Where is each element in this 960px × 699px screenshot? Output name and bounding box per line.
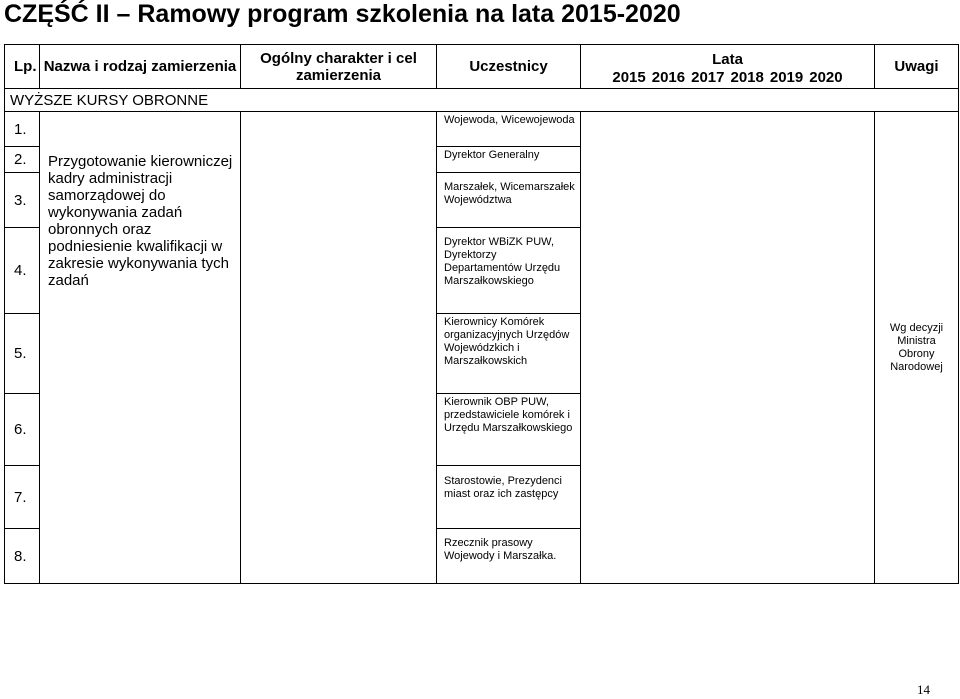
charakter-cell: [241, 112, 437, 584]
year-2019: 2019: [769, 68, 804, 86]
row-number: 4.: [5, 228, 40, 314]
header-charakter: Ogólny charakter i cel zamierzenia: [241, 45, 437, 89]
training-schedule-table: [4, 44, 959, 584]
row-number: 6.: [5, 394, 40, 466]
uczestnicy-cell: Kierownik OBP PUW, przedstawiciele komórek i Urzędu Marszałkowskiego: [437, 394, 581, 466]
row-number: 8.: [5, 529, 40, 584]
header-nazwa: Nazwa i rodzaj zamierzenia: [40, 45, 241, 89]
row-number: 2.: [5, 147, 40, 173]
header-uczestnicy: Uczestnicy: [437, 45, 581, 89]
uwagi-cell: Wg decyzji Ministra Obrony Narodowej: [875, 112, 959, 584]
year-2015: 2015: [612, 68, 646, 86]
uczestnicy-cell: Kierownicy Komórek organizacyjnych Urzędów Wojewódzkich i Marszałkowskich: [437, 314, 581, 394]
uczestnicy-cell: Wojewoda, Wicewojewoda: [437, 112, 581, 147]
section-row: [5, 89, 959, 112]
header-lp: Lp.: [5, 45, 40, 89]
page-number: 14: [917, 682, 930, 697]
header-row: [5, 45, 959, 69]
table-row: [5, 112, 959, 147]
nazwa-zamierzenia: Przygotowanie kierowniczej kadry administracji samorządowej do wykonywania zadań obronnych oraz podniesienie kwalifikacji w zakresie wykonywania tych zadań: [40, 112, 241, 584]
year-2017: 2017: [691, 68, 725, 86]
uczestnicy-cell: Rzecznik prasowy Wojewody i Marszałka.: [437, 529, 581, 584]
uczestnicy-cell: Marszałek, Wicemarszałek Województwa: [437, 173, 581, 228]
row-number: 7.: [5, 466, 40, 529]
row-number: 5.: [5, 314, 40, 394]
year-2018: 2018: [730, 68, 764, 86]
header-uwagi: Uwagi: [875, 45, 959, 89]
year-2016: 2016: [651, 68, 686, 86]
year-2020: 2020: [809, 68, 843, 86]
uczestnicy-cell: Dyrektor WBiZK PUW, Dyrektorzy Departamentów Urzędu Marszałkowskiego: [437, 228, 581, 314]
row-number: 1.: [5, 112, 40, 147]
header-years: [581, 69, 875, 89]
header-lata: Lata: [581, 45, 875, 69]
uczestnicy-cell: Starostowie, Prezydenci miast oraz ich zastępcy: [437, 466, 581, 529]
page-title: CZĘŚĆ II – Ramowy program szkolenia na lata 2015-2020: [4, 0, 681, 28]
row-number: 3.: [5, 173, 40, 228]
lata-cell: [581, 112, 875, 584]
uczestnicy-cell: Dyrektor Generalny: [437, 147, 581, 173]
section-title: WYŻSZE KURSY OBRONNE: [5, 89, 959, 112]
